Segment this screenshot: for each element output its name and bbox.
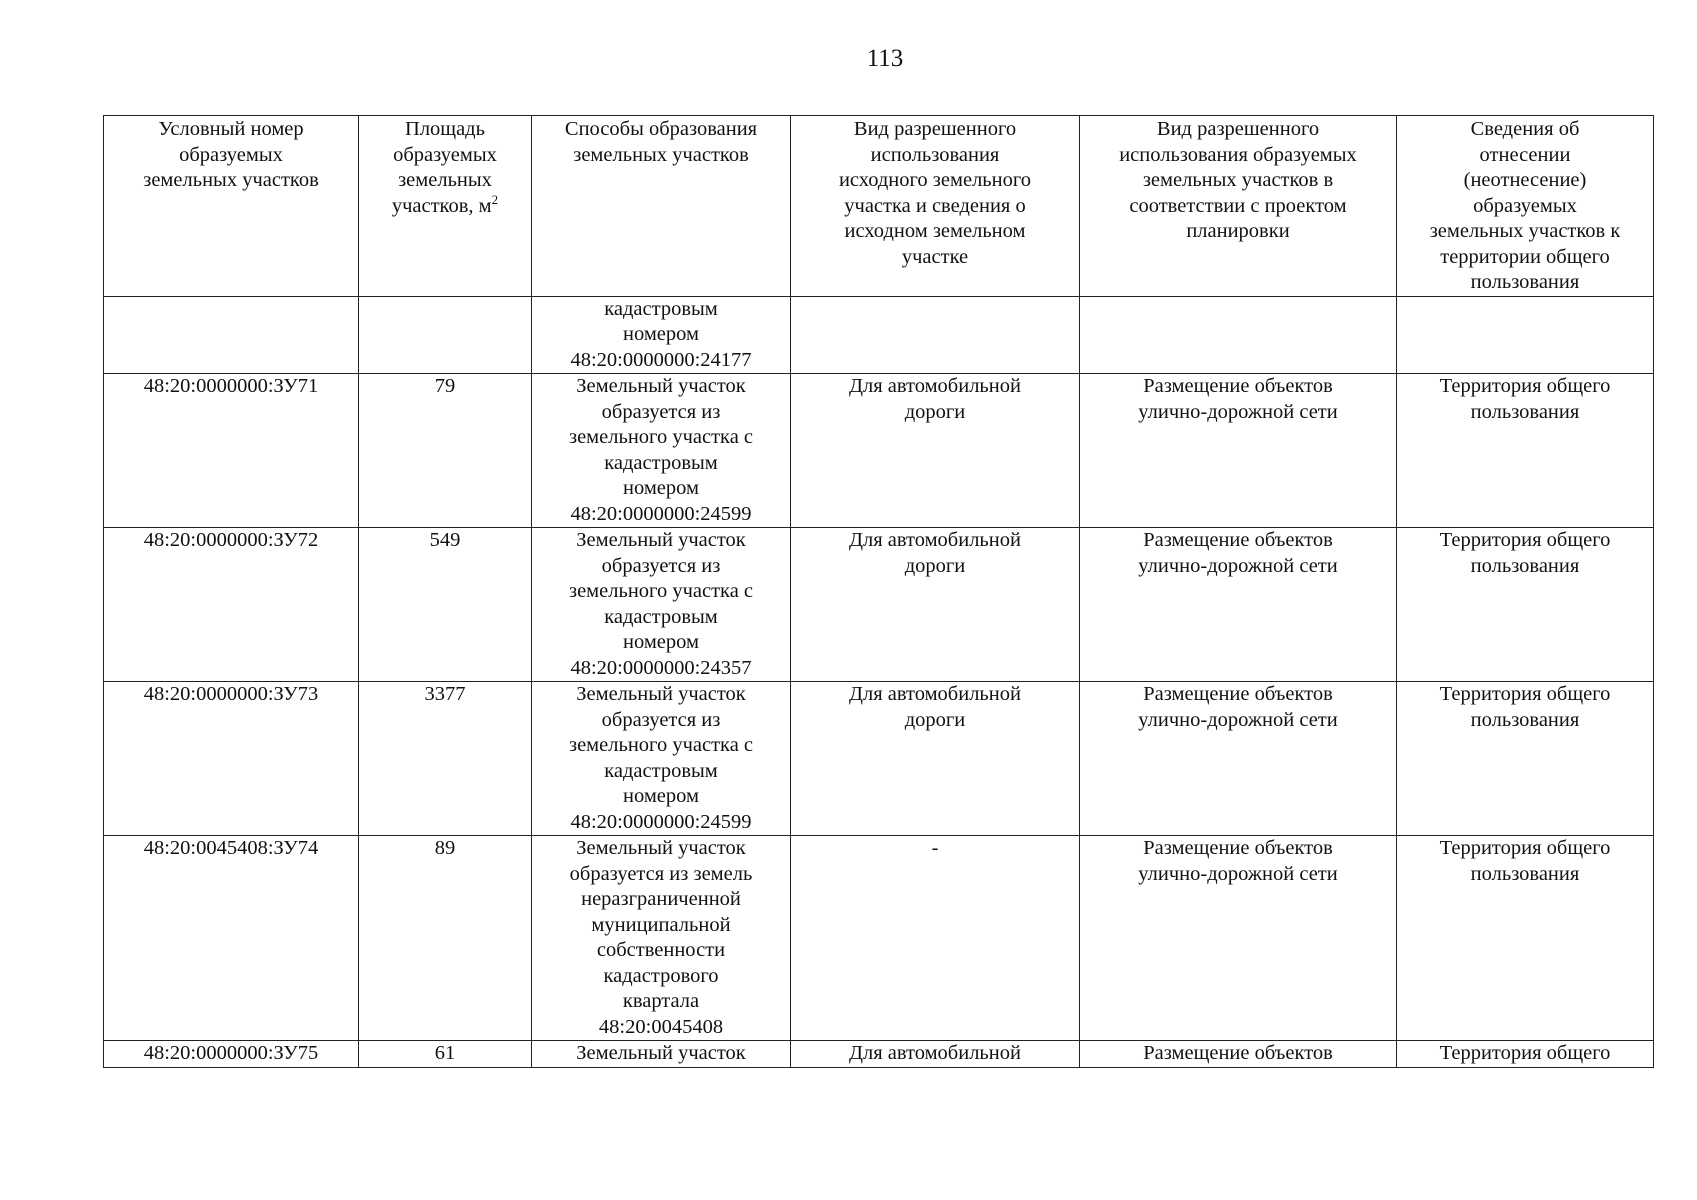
cell-plot-number: 48:20:0000000:ЗУ71 (104, 374, 359, 528)
cell-plot-number: 48:20:0000000:ЗУ75 (104, 1041, 359, 1068)
cell-target-permitted-use: Размещение объектов улично-дорожной сети (1080, 682, 1397, 836)
cell-public-territory: Территория общего пользования (1397, 682, 1654, 836)
cell-public-territory: Территория общего пользования (1397, 528, 1654, 682)
cell-formation-method: Земельный участок образуется из земельного участка с кадастровым номером 48:20:0000000:24357 (532, 528, 791, 682)
cell-public-territory: Территория общего пользования (1397, 836, 1654, 1041)
cell-formation-method: Земельный участок образуется из земельного участка с кадастровым номером 48:20:0000000:24599 (532, 682, 791, 836)
cell-formation-method: Земельный участок образуется из земельного участка с кадастровым номером 48:20:0000000:24599 (532, 374, 791, 528)
cell-target-permitted-use: Размещение объектов улично-дорожной сети (1080, 374, 1397, 528)
table-row (104, 528, 1654, 682)
cell-plot-area: 549 (359, 528, 532, 682)
cell-target-permitted-use: Размещение объектов улично-дорожной сети (1080, 836, 1397, 1041)
header-target-permitted-use: Вид разрешенного использования образуемых земельных участков в соответствии с проектом планировки (1080, 116, 1397, 297)
table-body (104, 296, 1654, 1067)
cell-plot-area: 89 (359, 836, 532, 1041)
cell-plot-area: 3377 (359, 682, 532, 836)
cell-plot-number: 48:20:0045408:ЗУ74 (104, 836, 359, 1041)
header-formation-method: Способы образования земельных участков (532, 116, 791, 297)
table-header (104, 116, 1654, 297)
header-row (104, 116, 1654, 297)
cell-source-permitted-use: Для автомобильной (791, 1041, 1080, 1068)
cell-plot-number: 48:20:0000000:ЗУ72 (104, 528, 359, 682)
header-source-permitted-use: Вид разрешенного использования исходного земельного участка и сведения о исходном земельном участке (791, 116, 1080, 297)
cell-source-permitted-use: - (791, 836, 1080, 1041)
cell-public-territory: Территория общего (1397, 1041, 1654, 1068)
cell-source-permitted-use: Для автомобильной дороги (791, 528, 1080, 682)
table-row (104, 836, 1654, 1041)
cell-source-permitted-use: Для автомобильной дороги (791, 682, 1080, 836)
header-plot-number: Условный номер образуемых земельных участков (104, 116, 359, 297)
cell-public-territory (1397, 296, 1654, 374)
header-public-territory: Сведения об отнесении (неотнесение) образуемых земельных участков к территории общего пользования (1397, 116, 1654, 297)
cell-plot-area: 61 (359, 1041, 532, 1068)
header-plot-area: Площадь образуемых земельных участков, $м^2$ (359, 116, 532, 297)
land-plots-table (103, 115, 1654, 1068)
cell-target-permitted-use (1080, 296, 1397, 374)
cell-plot-area (359, 296, 532, 374)
cell-plot-area: 79 (359, 374, 532, 528)
cell-formation-method: кадастровым номером 48:20:0000000:24177 (532, 296, 791, 374)
cell-formation-method: Земельный участок (532, 1041, 791, 1068)
page-number: 113 (866, 45, 904, 72)
cell-target-permitted-use: Размещение объектов улично-дорожной сети (1080, 528, 1397, 682)
cell-public-territory: Территория общего пользования (1397, 374, 1654, 528)
cell-source-permitted-use (791, 296, 1080, 374)
table-row (104, 682, 1654, 836)
cell-target-permitted-use: Размещение объектов (1080, 1041, 1397, 1068)
cell-plot-number (104, 296, 359, 374)
area-unit-superscript: 2 (491, 191, 499, 207)
table-row (104, 296, 1654, 374)
table-row (104, 374, 1654, 528)
cell-plot-number: 48:20:0000000:ЗУ73 (104, 682, 359, 836)
cell-formation-method: Земельный участок образуется из земель неразграниченной муниципальной собственности кадастрового квартала 48:20:0045408 (532, 836, 791, 1041)
cell-source-permitted-use: Для автомобильной дороги (791, 374, 1080, 528)
table-row (104, 1041, 1654, 1068)
